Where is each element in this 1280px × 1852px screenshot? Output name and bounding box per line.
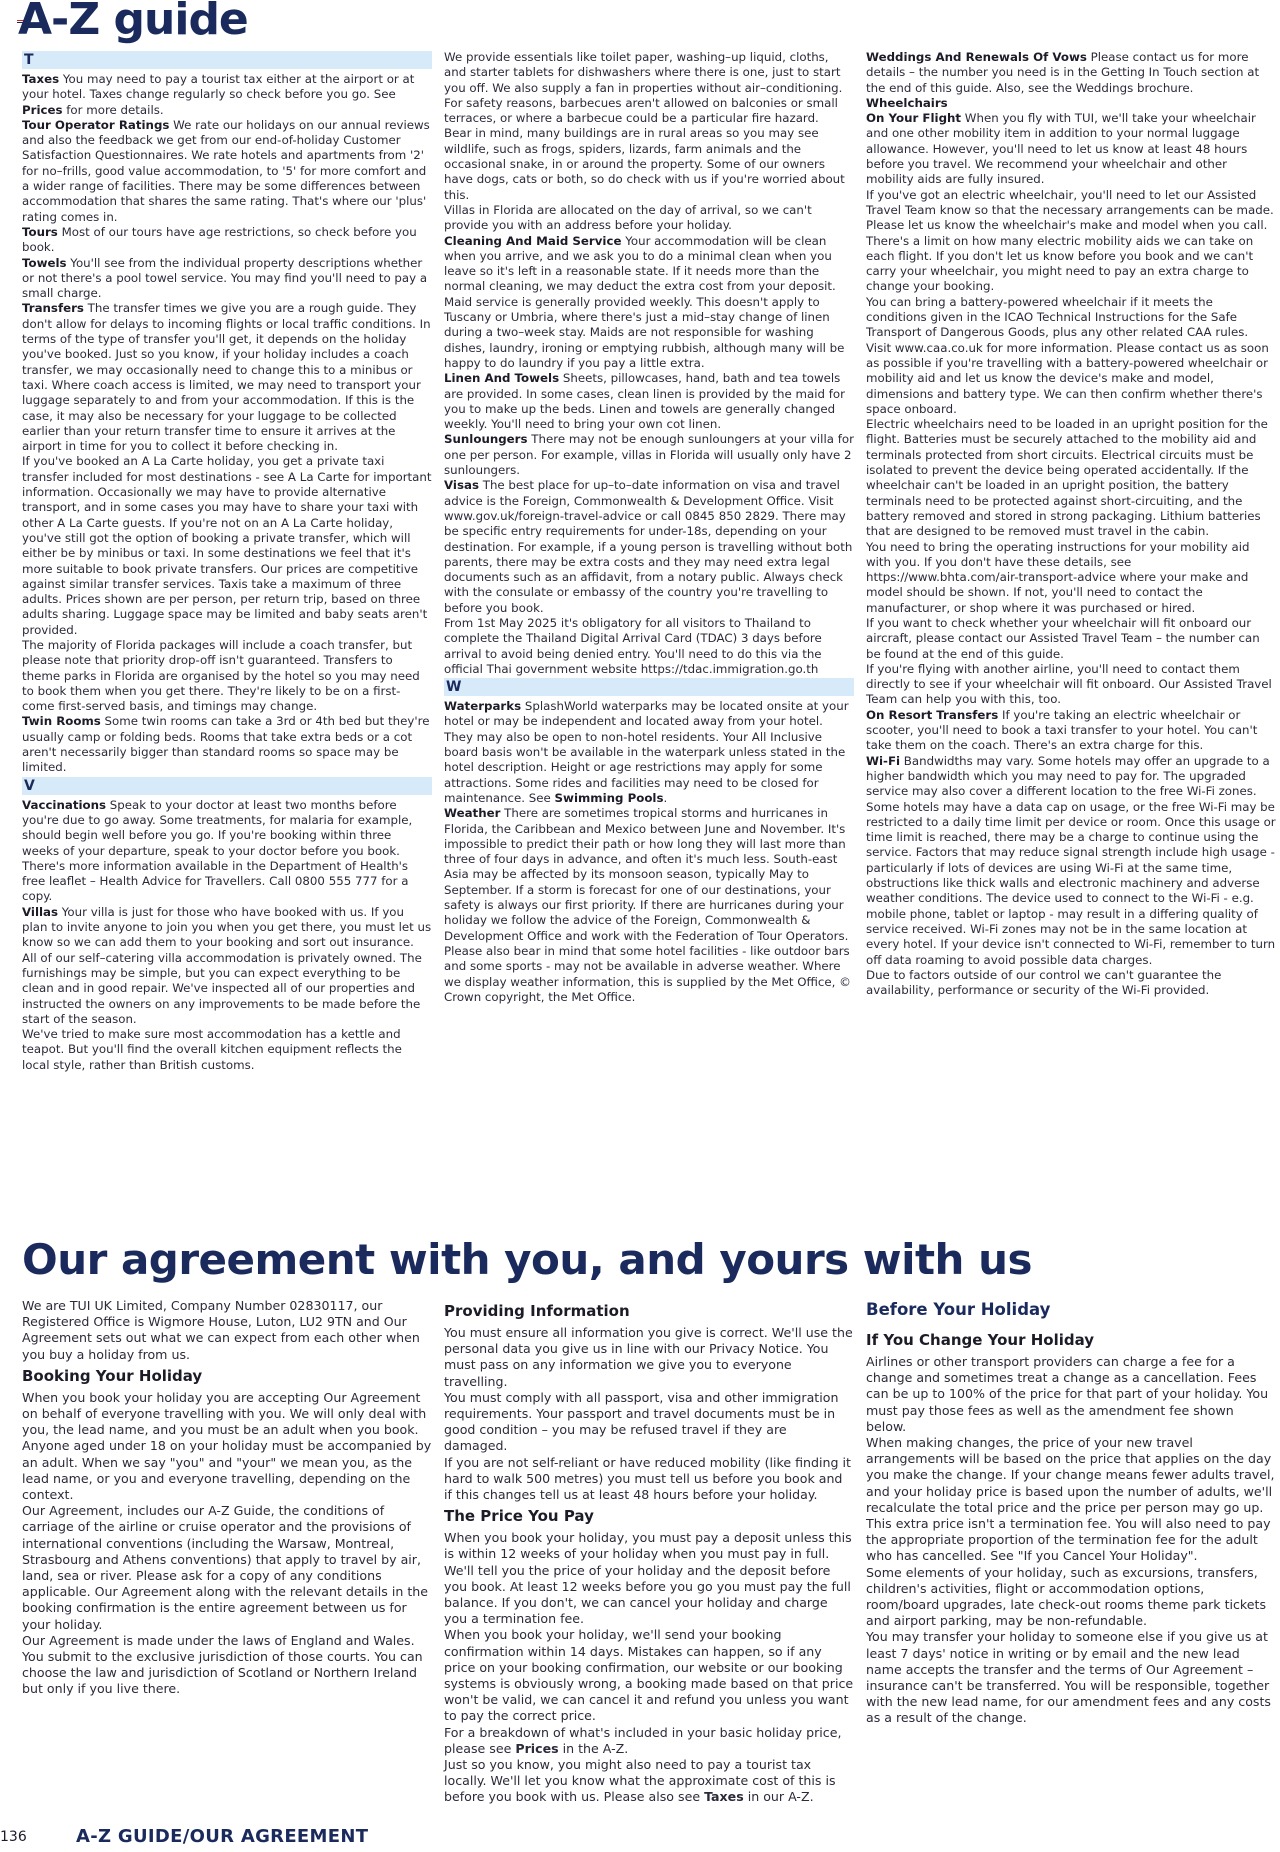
az-entry	[22, 72, 432, 118]
az-entry	[866, 111, 1276, 187]
agreement-paragraph: When you book your holiday, you must pay a deposit unless this is within 12 weeks of your holiday when you must pay in full. We'll tell you the price of your holiday and the deposit before you book. At least 12 weeks before you go you must pay the full balance. If you don't, we can cancel your holiday and charge you a termination fee.	[444, 1530, 852, 1627]
az-entry-text: You'll see from the individual property descriptions whether or not there's a pool towel service. You may find you'll need to pay a small charge.	[22, 255, 428, 301]
agreement-paragraph: If you are not self-reliant or have reduced mobility (like finding it hard to walk 500 metres) you must tell us before you book and if this changes tell us at least 48 hours before your holiday.	[444, 1454, 851, 1503]
cross-reference: Swimming Pools	[554, 790, 664, 805]
az-entry-heading: Towels	[22, 255, 67, 270]
agreement-paragraph: Airlines or other transport providers can charge a fee for a change and sometimes treat a change as a cancellation. Fees can be up to 100% of the price for that part of your holiday. You must pay those fees as well as the amendment fee shown below.	[866, 1354, 1269, 1434]
agreement-paragraph: When you book your holiday, we'll send your booking confirmation within 14 days. Mistakes can happen, so if any price on your booking confirmation, our website or our booking systems is obviously wrong, a booking made based on that price won't be valid, we can cancel it and refund you unless you want to pay the correct price.	[444, 1627, 854, 1724]
az-entry	[22, 714, 432, 775]
az-entry	[444, 699, 854, 806]
cross-reference: Prices	[22, 102, 63, 117]
page-footer	[0, 1824, 1280, 1852]
az-entry-text: SplashWorld waterparks may be located onsite at your hotel or may be independent and located away from your hotel. They may also be open to non-hotel residents. Your All Inclusive board basis won't be available in the waterpark unless stated in the hotel description. Height or age restrictions may apply for some attractions. Some rides and facilities may need to be closed for maintenance. See	[444, 699, 849, 805]
agreement-paragraph: You may transfer your holiday to someone else if you give us at least 7 days' notice in writing or by email and the new lead name accepts the transfer and the terms of Our Agreement – insurance can't be transferred. You will be responsible, together with the new lead name, for our amendment fees and any costs as a result of the change.	[866, 1629, 1271, 1726]
paragraph-text: Just so you know, you might also need to pay a tourist tax locally. We'll let you know what the approximate cost of this is before you book with us. Please also see	[444, 1757, 836, 1805]
az-entry	[444, 432, 854, 478]
agreement-paragraph: Some elements of your holiday, such as excursions, transfers, children's activities, flight or accommodation options, room/board upgrades, late check-out rooms theme park tickets and airport parking, may be non-refundable.	[866, 1564, 1267, 1629]
agreement-subheading: If You Change Your Holiday	[866, 1331, 1095, 1349]
az-entry-text: We rate our holidays on our annual reviews and also the feedback we get from our end-of-holiday Customer Satisfaction Questionnaires. We rate hotels and apartments from '2' for no–frills, good value accommodation, to '5' for more comfort and a wider range of facilities. There may be some differences between accommodation that shares the same rating. That's where our 'plus' rating comes in.	[22, 117, 430, 224]
az-entry-heading: Tours	[22, 224, 58, 239]
az-paragraph: Electric wheelchairs need to be loaded in an upright position for the flight. Batteries must be securely attached to the mobility aid and terminals protected from short circuits. Electrical circuits must be isolated to prevent the device being operated accidentally. If the wheelchair can't be loaded in an upright position, the battery terminals need to be protected against short-circuiting, and the battery removed and stored in strong packaging. Lithium batteries that are designed to be removed must travel in the cabin.	[866, 417, 1268, 539]
paragraph-text-end: in our A-Z.	[743, 1789, 814, 1805]
agreement-title: Our agreement with you, and yours with us	[22, 1235, 1032, 1284]
az-entry-text: There are sometimes tropical storms and hurricanes in Florida, the Caribbean and Mexico between June and November. It's impossible to predict their path or how long they will last more than three of four days in advance, and often it's much less. South-east Asia may be affected by its monsoon season, typically May to September. If a storm is forecast for one of our destinations, your safety is always our first priority. If there are hurricanes during your holiday we follow the advice of the Foreign, Commonwealth & Development Office and work with the Federation of Tour Operators.	[444, 806, 849, 943]
az-entry-heading: Wheelchairs	[866, 95, 948, 110]
az-entry	[22, 905, 432, 1027]
az-entry-text-end: for more details.	[62, 102, 164, 117]
az-entry-text: Please contact us for more details – the number you need is in the Getting In Touch section at the end of this guide. Also, see the Weddings brochure.	[866, 50, 1260, 95]
az-entry-heading: Vaccinations	[22, 797, 107, 812]
az-entry	[444, 371, 854, 432]
az-entry	[866, 96, 1276, 111]
section-letter-v: V	[22, 777, 432, 795]
agreement-paragraph: You must comply with all passport, visa and other immigration requirements. Your passport and travel documents must be in good condition – you may be refused travel if they are damaged.	[444, 1389, 839, 1454]
az-entry	[866, 754, 1276, 968]
az-paragraph: If you've got an electric wheelchair, you'll need to let our Assisted Travel Team know so that the necessary arrangements can be made. Please let us know the wheelchair's make and model when you call. There's a limit on how many electric mobility aids we can take on each flight. If you don't let us know before you book and we can't carry your wheelchair, you might need to pay an extra charge to change your booking.	[866, 187, 1274, 294]
agreement-paragraph: Our Agreement is made under the laws of England and Wales. You submit to the exclusive jurisdiction of those courts. You can choose the law and jurisdiction of Scotland or Northern Ireland but only if you live there.	[22, 1632, 423, 1697]
agreement-paragraph: Our Agreement, includes our A-Z Guide, the conditions of carriage of the airline or cruise operator and the provisions of international conventions (including the Warsaw, Montreal, Strasbourg and Athens conventions) that apply to travel by air, land, sea or river. Please ask for a copy of any conditions applicable. Our Agreement along with the relevant details in the booking confirmation is the entire agreement between us for your holiday.	[22, 1503, 429, 1632]
az-entry-heading: Weather	[444, 806, 501, 821]
section-letter-t: T	[22, 51, 432, 69]
az-entry	[866, 50, 1276, 96]
agreement-column-2	[444, 1298, 854, 1806]
az-entry-heading: Cleaning And Maid Service	[444, 233, 622, 248]
az-entry	[444, 234, 854, 372]
paragraph-text: For a breakdown of what's included in your basic holiday price, please see	[444, 1724, 842, 1756]
agreement-paragraph: When making changes, the price of your new travel arrangements will be based on the price that applies on the day you make the change. If your change means fewer adults travel, and your holiday price is based upon the number of adults, we'll recalculate the total price and the price per person may go up. This extra price isn't a termination fee. You will also need to pay the appropriate proportion of the termination fee for the adult who has cancelled. See "If you Cancel Your Holiday".	[866, 1435, 1275, 1564]
az-entry-text: Your villa is just for those who have booked with us. If you plan to invite anyone to join you when you get there, you must let us know so we can add them to your booking and sort out insurance. All of our self–catering villa accommodation is privately owned. The furnishings may be simple, but you can expect everything to be clean and in good repair. We've inspected all of our properties and instructed the owners on any improvements to be made before the start of the season.	[22, 904, 432, 1026]
footer-title: A-Z GUIDE/OUR AGREEMENT	[76, 1826, 369, 1847]
az-entry-heading: Tour Operator Ratings	[22, 117, 170, 132]
az-paragraph: Due to factors outside of our control we can't guarantee the availability, performance or security of the Wi-Fi provided.	[866, 967, 1222, 998]
az-entry-text: Bandwidths may vary. Some hotels may offer an upgrade to a higher bandwidth which you may need to pay for. The upgraded service may also cover a different location to the free Wi-Fi zones. Some hotels may have a data cap on usage, or the free Wi-Fi may be restricted to a daily time limit per device or room. Once this usage or time limit is reached, there may be a charge to continue using the service. Factors that may reduce signal strength include high usage - particularly if lots of devices are using Wi-Fi at the same time, obstructions like thick walls and electronic machinery and adverse weather conditions. The device used to connect to the Wi-Fi - e.g. mobile phone, tablet or laptop - may result in a differing quality of service received. Wi-Fi zones may not be in the same location at every hotel. If your device isn't connected to Wi-Fi, remember to turn off data roaming to avoid possible data charges.	[866, 753, 1276, 967]
az-column-2	[444, 50, 854, 1005]
az-entry-heading: Villas	[22, 904, 59, 919]
agreement-heading: Before Your Holiday	[866, 1300, 1051, 1319]
cross-reference: Taxes	[704, 1789, 744, 1805]
agreement-subheading: The Price You Pay	[444, 1507, 594, 1526]
az-entry-heading: On Resort Transfers	[866, 707, 999, 722]
az-entry	[22, 256, 432, 302]
az-entry	[866, 708, 1276, 754]
agreement-paragraph: You must ensure all information you give is correct. We'll use the personal data you give us in line with our Privacy Notice. You must pass on any information we give you to everyone travelling.	[444, 1325, 853, 1389]
agreement-column-3	[866, 1298, 1276, 1727]
az-entry-heading: Wi-Fi	[866, 753, 901, 768]
az-entry	[444, 806, 854, 944]
az-paragraph: Please also bear in mind that some hotel facilities - like outdoor bars and some sports - may not be available in adverse weather. Where we display weather information, this is supplied by the Met Office, © Crown copyright, the Met Office.	[444, 943, 851, 1004]
az-paragraph: The majority of Florida packages will include a coach transfer, but please note that priority drop-off isn't guaranteed. Transfers to theme parks in Florida are organised by the hotel so you may need to book them when you get there. They're likely to be on a first-come first-served basis, and timings may change.	[22, 637, 420, 714]
az-entry-text: You may need to pay a tourist tax either at the airport or at your hotel. Taxes change regularly so check before you go. See	[22, 72, 415, 102]
az-entry	[22, 225, 432, 256]
az-entry	[22, 118, 432, 225]
az-paragraph: We've tried to make sure most accommodation has a kettle and teapot. But you'll find the overall kitchen equipment reflects the local style, rather than British customs.	[22, 1027, 402, 1072]
az-guide-title: A-Z guide	[18, 0, 248, 45]
az-entry-text-end: .	[663, 790, 668, 805]
az-entry-heading: Weddings And Renewals Of Vows	[866, 50, 1087, 64]
az-column-3	[866, 50, 1276, 998]
az-entry-text: When you fly with TUI, we'll take your wheelchair and one other mobility item in addition to your normal luggage allowance. However, you'll need to let us know at least 48 hours before you travel. We recommend your wheelchair and other mobility aids are fully insured.	[866, 111, 1256, 187]
az-entry-heading: On Your Flight	[866, 111, 962, 126]
az-entry-text: Your accommodation will be clean when you arrive, and we ask you to do a minimal clean when you leave so it's left in a reasonable state. If it needs more than the normal cleaning, we may deduct the extra cost from your deposit. Maid service is generally provided weekly. This doesn't apply to Tuscany or Umbria, where there's just a mid–stay change of linen during a two–week stay. Maids are not responsible for washing dishes, laundry, ironing or emptying rubbish, although many will be happy to do laundry if you pay a little extra.	[444, 233, 845, 370]
az-paragraph: If you're flying with another airline, you'll need to contact them directly to see if your wheelchair will fit onboard. Our Assisted Travel Team can help you with this, too.	[866, 661, 1272, 707]
agreement-paragraph: We are TUI UK Limited, Company Number 02830117, our Registered Office is Wigmore House, Luton, LU2 9TN and Our Agreement sets out what we can expect from each other when you buy a holiday from us.	[22, 1298, 420, 1362]
az-entry-text: The transfer times we give you are a rough guide. They don't allow for delays to incoming flights or local traffic conditions. In terms of the type of transfer you'll get, it depends on the holiday you've booked. Just so you know, if your holiday includes a coach transfer, we may occasionally need to change this to a minibus or taxi. Where coach access is limited, we may need to transport your luggage separately to and from your accommodation. If this is the case, it may also be necessary for your luggage to be collected earlier than your return transfer time to ensure it arrives at the airport in time for you to collect it before checking in.	[22, 301, 431, 454]
az-entry-heading: Sunloungers	[444, 432, 528, 447]
az-paragraph: If you've booked an A La Carte holiday, you get a private taxi transfer included for most destinations - see A La Carte for important information. Occasionally we may have to provide alternative transport, and in some cases you may have to share your taxi with other A La Carte guests. If you're not on an A La Carte holiday, you've still got the option of booking a private transfer, which will either be by minibus or taxi. In some destinations we feel that it's more suitable to book private transfers. Our prices are competitive against similar transfer services. Taxis take a maximum of three adults. Prices shown are per person, per return trip, based on three adults sharing. Luggage space may be limited and baby seats aren't provided.	[22, 454, 432, 637]
agreement-subheading: Providing Information	[444, 1302, 630, 1320]
az-entry-text: If you're taking an electric wheelchair or scooter, you'll need to book a taxi transfer to your hotel. You can't take them on the coach. There's an extra charge for this.	[866, 707, 1258, 753]
az-entry	[22, 798, 432, 905]
az-entry-heading: Visas	[444, 478, 479, 493]
agreement-subheading: Booking Your Holiday	[22, 1366, 203, 1385]
az-entry-text: There may not be enough sunloungers at your villa for one per person. For example, villas in Florida will usually only have 2 sunloungers.	[444, 432, 854, 478]
az-entry-text: Speak to your doctor at least two months before you're due to go away. Some treatments, for malaria for example, should begin well before you go. If you're booking within three weeks of your departure, speak to your doctor before you book. There's more information available in the Department of Health's free leaflet – Health Advice for Travellers. Call 0800 555 777 for a copy.	[22, 797, 413, 904]
az-entry-heading: Linen And Towels	[444, 371, 560, 386]
az-paragraph: You can bring a battery-powered wheelchair if it meets the conditions given in the ICAO Technical Instructions for the Safe Transport of Dangerous Goods, plus any other related CAA rules. Visit www.caa.co.uk for more information. Please contact us as soon as possible if you're travelling with a battery-powered wheelchair or mobility aid and let us know the device's make and model, dimensions and battery type. We can then confirm whether there's space onboard.	[866, 294, 1269, 416]
az-paragraph: If you want to check whether your wheelchair will fit onboard our aircraft, please contact our Assisted Travel Team – the number can be found at the end of this guide.	[866, 615, 1260, 661]
agreement-paragraph	[444, 1725, 854, 1757]
az-paragraph: From 1st May 2025 it's obligatory for all visitors to Thailand to complete the Thailand Digital Arrival Card (TDAC) 3 days before arrival to avoid being denied entry. You'll need to do this via the official Thai government website https://tdac.immigration.go.th	[444, 615, 822, 676]
az-paragraph: We provide essentials like toilet paper, washing–up liquid, cloths, and starter tablets for dishwashers where there is one, just to start you off. We also supply a fan in properties without air–conditioning. For safety reasons, barbecues aren't allowed on balconies or small terraces, or where a barbecue could be a particular fire hazard.	[444, 50, 843, 126]
az-entry-heading: Taxes	[22, 72, 60, 86]
az-entry	[444, 478, 854, 616]
az-entry-text: Sheets, pillowcases, hand, bath and tea towels are provided. In some cases, clean linen is provided by the maid for you to make up the beds. Linen and towels are generally changed weekly. You'll need to bring your own cot linen.	[444, 371, 845, 432]
cross-reference: Prices	[515, 1740, 559, 1756]
section-letter-w: W	[444, 678, 854, 696]
az-entry	[22, 301, 432, 454]
az-entry-heading: Twin Rooms	[22, 714, 101, 729]
page-number: 136	[0, 1829, 27, 1845]
az-entry-text: Most of our tours have age restrictions, so check before you book.	[22, 224, 417, 255]
paragraph-text-end: in the A-Z.	[558, 1740, 629, 1756]
az-entry-text: Some twin rooms can take a 3rd or 4th bed but they're usually camp or folding beds. Rooms that take extra beds or a cot aren't necessarily bigger than standard rooms so space may be limited.	[22, 714, 430, 775]
az-paragraph: Villas in Florida are allocated on the day of arrival, so we can't provide you with an address before your holiday.	[444, 202, 812, 233]
az-entry-heading: Waterparks	[444, 699, 522, 714]
az-paragraph: Bear in mind, many buildings are in rural areas so you may see wildlife, such as frogs, spiders, lizards, farm animals and the occasional snake, in or around the property. Some of our owners have dogs, cats or both, so do check with us if you're worried about this.	[444, 126, 845, 202]
agreement-paragraph: When you book your holiday you are accepting Our Agreement on behalf of everyone travelling with you. We will only deal with you, the lead name, and you must be an adult when you book. Anyone aged under 18 on your holiday must be accompanied by an adult. When we say "you" and "your" we mean you, as the lead name, or you and everyone travelling, depending on the context.	[22, 1389, 432, 1503]
az-column-1	[22, 50, 432, 1073]
agreement-column-1	[22, 1298, 432, 1698]
agreement-paragraph	[444, 1757, 854, 1806]
az-paragraph: You need to bring the operating instructions for your mobility aid with you. If you don't have these details, see https://www.bhta.com/air-transport-advice where your make and model should be shown. If not, you'll need to contact the manufacturer, or shop where it was purchased or hired.	[866, 539, 1250, 615]
az-entry-heading: Transfers	[22, 301, 84, 316]
az-entry-text: The best place for up–to–date information on visa and travel advice is the Foreign, Commonwealth & Development Office. Visit www.gov.uk/foreign-travel-advice or call 0845 850 2829. There may be specific entry requirements for under-18s, depending on your destination. For example, if a young person is travelling without both parents, there may be extra costs and they may need extra legal documents such as an affidavit, from a notary public. Always check with the consulate or embassy of the country you're travelling to before you book.	[444, 478, 853, 615]
